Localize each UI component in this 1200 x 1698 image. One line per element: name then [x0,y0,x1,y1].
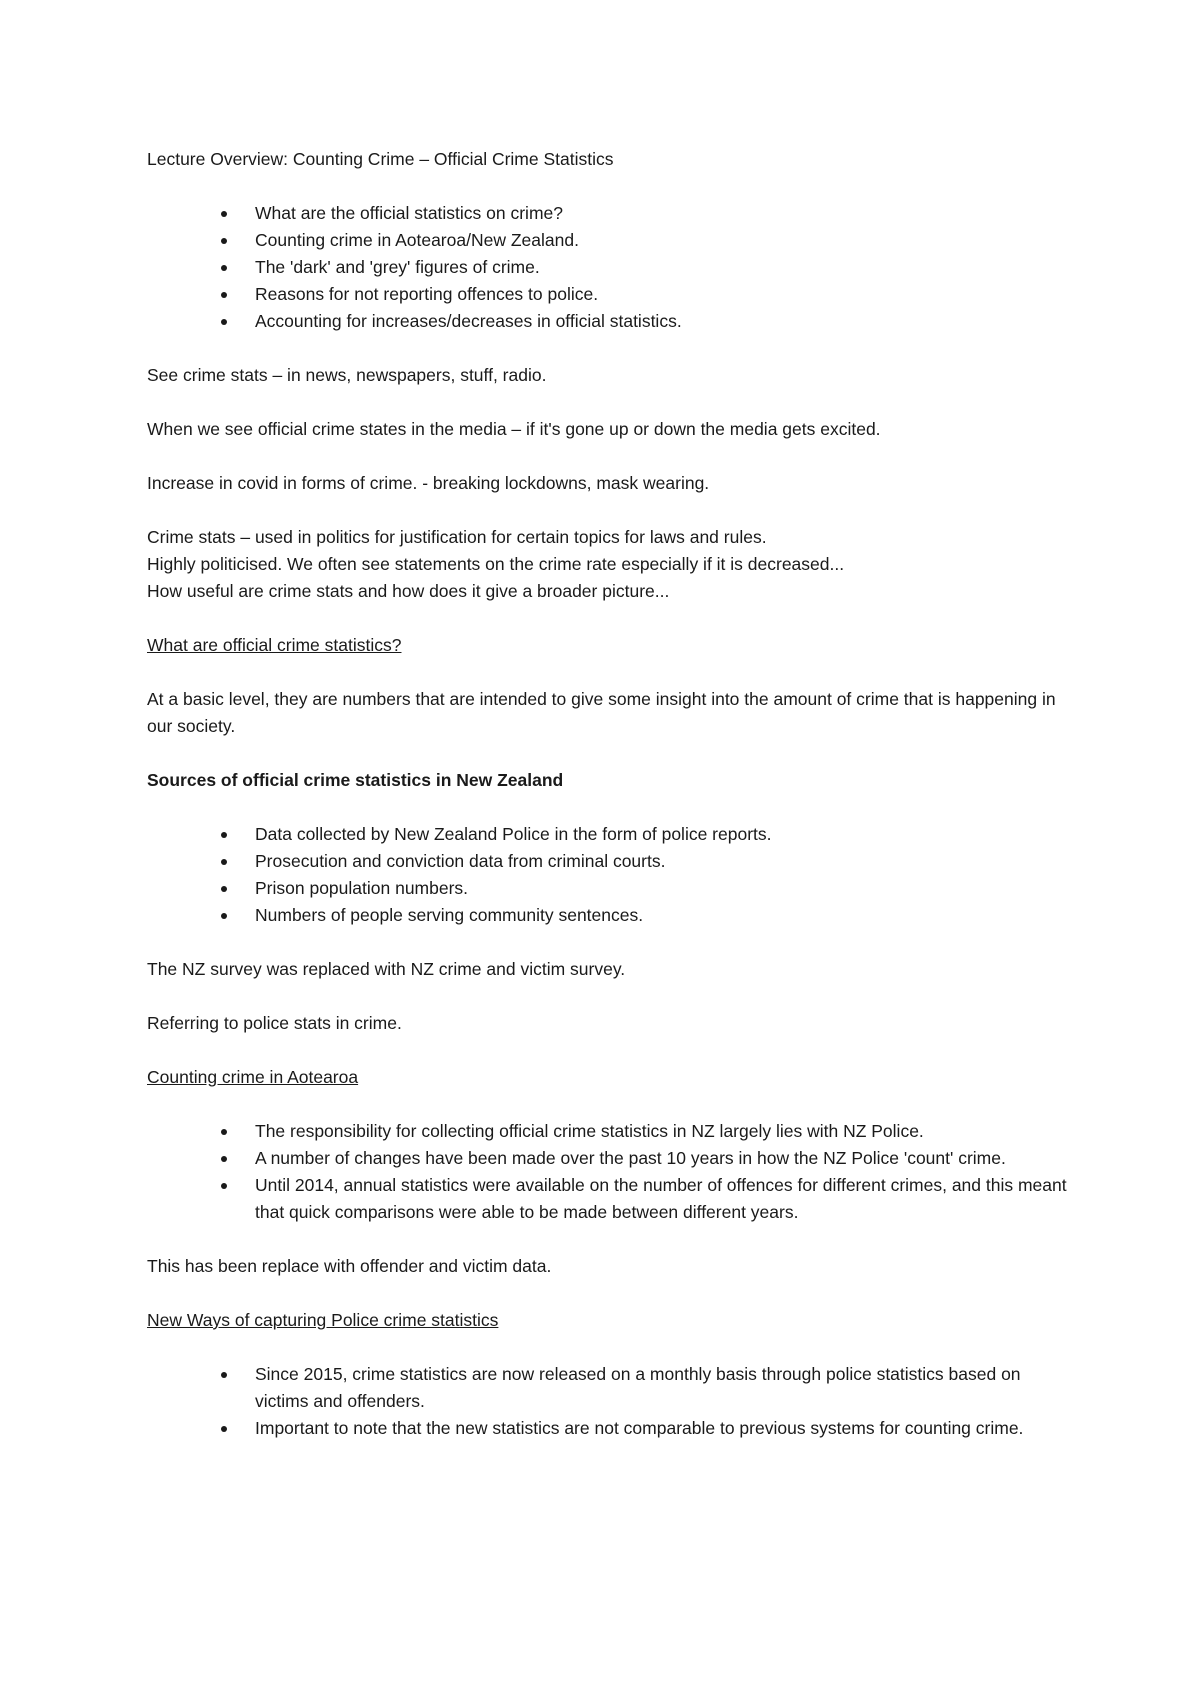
list-item: Data collected by New Zealand Police in the form of police reports. [147,821,1077,848]
heading-sources: Sources of official crime statistics in New Zealand [147,770,564,790]
list-item: The responsibility for collecting official crime statistics in NZ largely lies with NZ Police. [147,1118,1077,1145]
heading-new-ways: New Ways of capturing Police crime statistics [147,1310,499,1330]
list-item: Numbers of people serving community sentences. [147,902,1077,929]
politics-line: Highly politicised. We often see statements on the crime rate especially if it is decreased... [147,554,845,574]
politics-line: How useful are crime stats and how does it give a broader picture... [147,581,670,601]
list-item: A number of changes have been made over the past 10 years in how the NZ Police 'count' crime. [147,1145,1077,1172]
list-item: Since 2015, crime statistics are now released on a monthly basis through police statistics based on victims and offenders. [147,1361,1077,1415]
heading-what-are-stats: What are official crime statistics? [147,635,402,655]
new-ways-list [147,1361,1077,1442]
list-item: The 'dark' and 'grey' figures of crime. [147,254,1077,281]
list-item: Prosecution and conviction data from criminal courts. [147,848,1077,875]
list-item: Until 2014, annual statistics were available on the number of offences for different crimes, and this meant that quick comparisons were able to be made between different years. [147,1172,1077,1226]
list-item: Prison population numbers. [147,875,1077,902]
paragraph-media: When we see official crime states in the media – if it's gone up or down the media gets excited. [147,419,881,439]
politics-line: Crime stats – used in politics for justification for certain topics for laws and rules. [147,527,767,547]
sources-list [147,821,1077,929]
paragraph-replaced: This has been replace with offender and victim data. [147,1256,552,1276]
list-item: Counting crime in Aotearoa/New Zealand. [147,227,1077,254]
counting-list [147,1118,1077,1226]
politics-block [147,524,1077,605]
paragraph-covid: Increase in covid in forms of crime. - breaking lockdowns, mask wearing. [147,473,710,493]
overview-list [147,200,1077,335]
list-item: Reasons for not reporting offences to police. [147,281,1077,308]
list-item: Accounting for increases/decreases in official statistics. [147,308,1077,335]
heading-counting-crime: Counting crime in Aotearoa [147,1067,359,1087]
list-item: What are the official statistics on crime? [147,200,1077,227]
paragraph-referring: Referring to police stats in crime. [147,1013,402,1033]
paragraph-see-stats: See crime stats – in news, newspapers, stuff, radio. [147,365,547,385]
list-item: Important to note that the new statistics are not comparable to previous systems for counting crime. [147,1415,1077,1442]
paragraph-survey: The NZ survey was replaced with NZ crime and victim survey. [147,959,626,979]
page-title: Lecture Overview: Counting Crime – Official Crime Statistics [147,149,614,169]
paragraph-basic-level: At a basic level, they are numbers that are intended to give some insight into the amount of crime that is happening in our society. [147,689,1056,736]
document-page [147,146,1077,1469]
